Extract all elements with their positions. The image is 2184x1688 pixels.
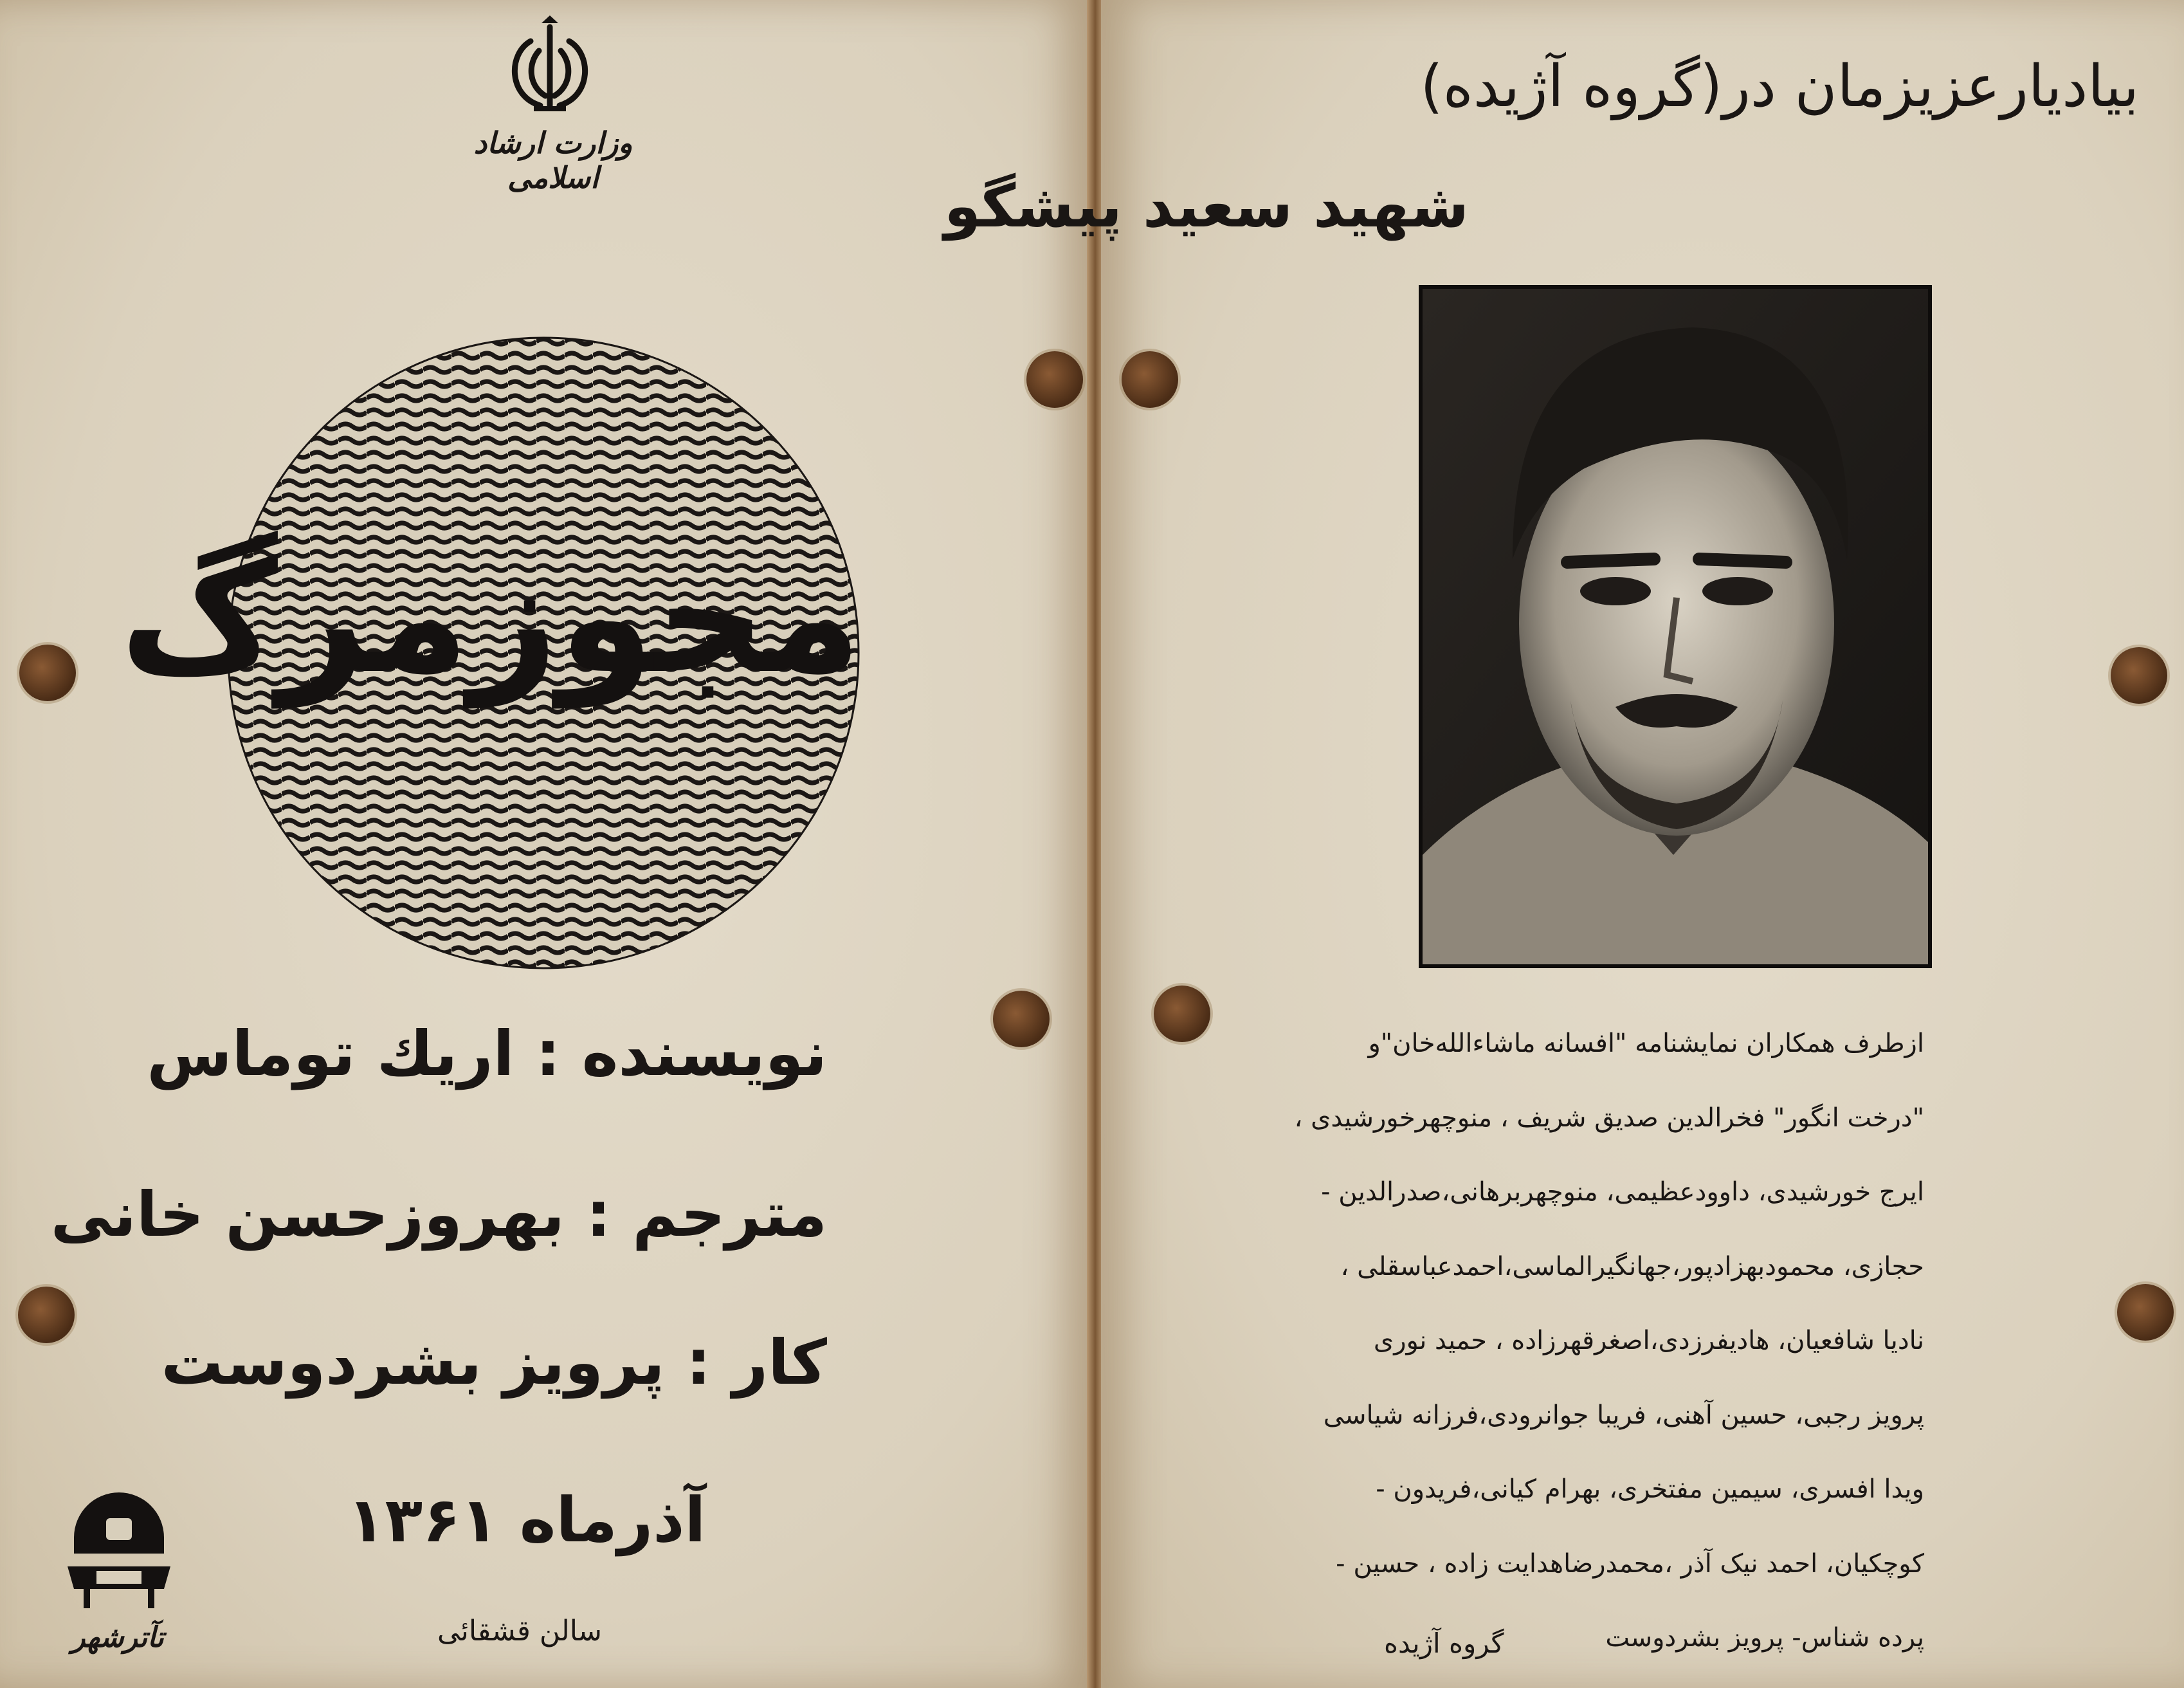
punch-hole [1122,351,1178,408]
punch-hole [2111,647,2167,704]
martyr-name: شهید سعید پیشگو [944,172,1469,241]
credit-author [147,1018,827,1090]
venue-label: سالن قشقائی [437,1615,603,1647]
credit-translator-separator: : [586,1179,611,1251]
performance-date: آذرماه ۱۳۶۱ [347,1484,706,1556]
credit-translator-label: مترجم [632,1179,827,1251]
punch-hole [19,645,76,701]
group-signature: گروه آژیده [1384,1628,1504,1659]
portrait-photo [1419,285,1932,968]
theatre-logo-text: تآترشهر [71,1621,164,1654]
credit-director [161,1326,827,1399]
punch-hole [18,1287,75,1343]
credit-translator-value: بهروزحسن خانی [50,1179,565,1251]
ministry-label: وزارت ارشاد اسلامی [473,125,633,195]
tribute-line: ایرج خورشیدی، داوودعظیمی، منوچهربرهانی،صدرالدین - [1321,1177,1924,1207]
play-title: مجوزمرگ [120,528,862,708]
tribute-line: "درخت انگور" فخرالدین صدیق شریف ، منوچهرخورشیدی ، [1294,1103,1924,1133]
tribute-line: کوچکیان، احمد نیک آذر ،محمدرضاهدایت زاده ، حسین - [1336,1548,1924,1579]
punch-hole [2117,1284,2174,1341]
tribute-paragraph [1210,1007,1924,1676]
punch-hole [993,991,1050,1047]
theatre-logo-icon [61,1492,177,1615]
credit-director-label: کار [732,1326,827,1399]
credit-author-separator: : [535,1018,561,1090]
memorial-heading: بیادیارعزیزمان در(گروه آژیده) [1420,53,2139,120]
tribute-line: ویدا افسری، سیمین مفتخری، بهرام کیانی،فریدون - [1376,1474,1924,1504]
punch-hole [1026,351,1083,408]
right-page [944,0,2184,1688]
tribute-line: نادیا شافعیان، هادیفرزدی،اصغرقهرزاده ، حمید نوری [1373,1326,1924,1355]
credit-director-value: پرویز بشردوست [161,1326,665,1399]
credit-translator [50,1179,827,1251]
credit-author-value: اریك توماس [147,1018,514,1090]
punch-hole [1154,986,1210,1042]
tribute-line: پرویز رجبی، حسین آهنی، فریبا جوانرودی،فرزانه شیاسی [1323,1400,1924,1430]
credit-author-label: نویسنده [581,1018,827,1090]
emblem-icon [495,15,605,118]
tribute-line: پرده شناس- پرویز بشردوست [1605,1623,1924,1653]
tribute-line: ازطرف همکاران نمایشنامه "افسانه ماشاءاللەخان"و [1368,1029,1924,1058]
credit-director-separator: : [686,1326,711,1399]
tribute-line: حجازی، محمودبهزادپور،جهانگیرالماسی،احمدعباسقلی ، [1340,1251,1924,1281]
left-page [0,0,1091,1688]
